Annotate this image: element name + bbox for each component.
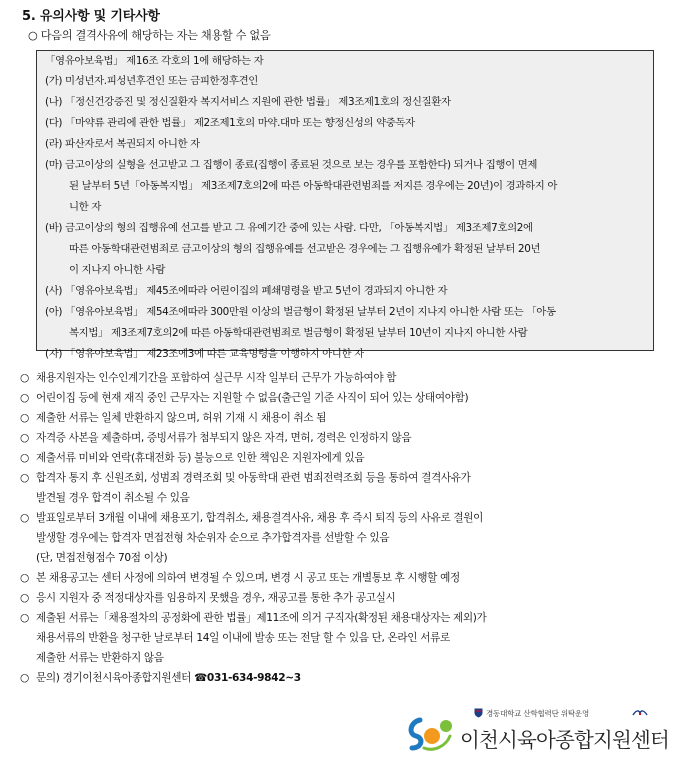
- circle-bullet-icon: ○: [20, 592, 29, 604]
- note-item: [20, 608, 660, 668]
- disqualification-item-continued: 복지법」 제3조제7호의2에 따른 아동학대관련범죄로 벌금형이 확정된 날부터 10년이 지나지 아니한 사람: [69, 327, 528, 339]
- note-line: 발견될 경우 합격이 취소될 수 있음: [36, 492, 190, 504]
- note-item: [20, 408, 660, 428]
- note-item: [20, 388, 660, 408]
- note-line: (단, 면접전형점수 70점 이상): [36, 552, 168, 564]
- note-item: [20, 428, 660, 448]
- note-line: 발생할 경우에는 합격자 면접전형 차순위자 순으로 추가합격자를 선발할 수 있음: [36, 532, 390, 544]
- circle-bullet-icon: ○: [20, 432, 29, 444]
- circle-bullet-icon: ○: [20, 572, 29, 584]
- circle-bullet-icon: ○: [20, 372, 29, 384]
- disqualification-item: (가) 미성년자.피성년후견인 또는 금피한정후견인: [45, 75, 258, 87]
- contact-label: 문의) 경기이천시육아종합지원센터: [36, 672, 195, 684]
- disqualification-item: (마) 금고이상의 실형을 선고받고 그 집행이 종료(집행이 종료된 것으로 보는 경우를 포함한다) 되거나 집행이 면제: [45, 159, 538, 171]
- note-line: 응시 지원자 중 적정대상자를 임용하지 못했을 경우, 재공고를 통한 추가 공고실시: [36, 592, 396, 604]
- note-item: [20, 368, 660, 388]
- disqualification-item-continued: 된 날부터 5년「아동복지법」 제3조제7호의2에 따른 아동학대관련범죄를 저지른 경우에는 20년)이 경과하지 아: [69, 180, 558, 192]
- logo-subtitle: 경동대학교 산학협력단 위탁운영: [486, 709, 589, 718]
- disqualification-list: [45, 71, 653, 365]
- note-item: [20, 448, 660, 468]
- note-line: 제출서류 미비와 연락(휴대전화 등) 불능으로 인한 책임은 지원자에게 있음: [36, 452, 365, 464]
- disqualification-item: (아) 「영유아보육법」 제54조에따라 300만원 이상의 벌금형이 확정된 날부터 2년이 지나지 아니한 사람 또는 「아동: [45, 306, 556, 318]
- logo-name: 이천시육아종합지원센터: [460, 728, 670, 752]
- university-shield-icon: [474, 708, 483, 718]
- circle-bullet-icon: ○: [28, 29, 38, 42]
- disqualification-item: (바) 금고이상의 형의 집행유예 선고를 받고 그 유예기간 중에 있는 사람. 다만, 「아동복지법」 제3조제7호의2에: [45, 222, 533, 234]
- note-line: 어린이집 등에 현재 재직 중인 근무자는 지원할 수 없음(출근일 기준 사직이 되어 있는 상태여야함): [36, 392, 469, 404]
- note-line: 합격자 통지 후 신원조회, 성범죄 경력조회 및 아동학대 관련 범죄전력조회 등을 통하여 결격사유가: [36, 472, 471, 484]
- note-item: [20, 468, 660, 508]
- center-logo: [406, 708, 670, 754]
- disqualification-item: (자) 「영유아보육법」 제23조에3에 따른 교육명령을 이행하지 아니한 자: [45, 348, 364, 360]
- contact-phone: ☎031-634-9842~3: [194, 672, 301, 684]
- note-line: 제출한 서류는 일체 반환하지 않으며, 허위 기재 시 채용이 취소 됨: [36, 412, 327, 424]
- notes-list: [20, 368, 660, 688]
- circle-bullet-icon: ○: [20, 452, 29, 464]
- note-line: 본 채용공고는 센터 사정에 의하여 변경될 수 있으며, 변경 시 공고 또는 개별통보 후 시행할 예정: [36, 572, 460, 584]
- note-line: 채용서류의 반환을 청구한 날로부터 14일 이내에 발송 또는 전달 할 수 있음 단, 온라인 서류로: [36, 632, 450, 644]
- box-title: 「영유아보육법」 제16조 각호의 1에 해당하는 자: [45, 55, 264, 67]
- disqualification-item: (다) 「마약류 관리에 관한 법률」 제2조제1호의 마약.대마 또는 향정신성의 약중독자: [45, 117, 415, 129]
- note-line: 자격증 사본을 제출하며, 증빙서류가 첨부되지 않은 자격, 면허, 경력은 인정하지 않음: [36, 432, 412, 444]
- circle-bullet-icon: ○: [20, 472, 29, 484]
- circle-bullet-icon: ○: [20, 512, 29, 524]
- disqualification-item: (라) 파산자로서 복권되지 아니한 자: [45, 138, 200, 150]
- note-line: 제출한 서류는 반환하지 않음: [36, 652, 164, 664]
- disqualification-item-continued: 따른 아동학대관련범죄로 금고이상의 형의 집행유예를 선고받은 경우에는 그 집행유예가 확정된 날부터 20년: [69, 243, 541, 255]
- note-item: [20, 568, 660, 588]
- note-item: [20, 508, 660, 568]
- center-emblem-icon: [406, 716, 454, 752]
- disqualification-box: [36, 50, 654, 360]
- disqualification-item: (사) 「영유아보육법」 제45조에따라 어린이집의 폐쇄명령을 받고 5년이 경과되지 아니한 자: [45, 285, 448, 297]
- circle-bullet-icon: ○: [20, 392, 29, 404]
- bird-icon: [632, 709, 648, 717]
- note-line: 제출된 서류는「채용절차의 공정화에 관한 법률」제11조에 의거 구직자(확정된 채용대상자는 제외)가: [36, 612, 487, 624]
- intro-text: 다음의 결격사유에 해당하는 자는 채용할 수 없음: [40, 29, 271, 42]
- circle-bullet-icon: ○: [20, 412, 29, 424]
- note-line: 채용지원자는 인수인계기간을 포함하여 실근무 시작 일부터 근무가 가능하여야 함: [36, 372, 397, 384]
- section-heading: 5. 유의사항 및 기타사항: [22, 9, 160, 24]
- note-item: [20, 588, 660, 608]
- note-line: 발표일로부터 3개월 이내에 채용포기, 합격취소, 채용결격사유, 채용 후 즉시 퇴직 등의 사유로 결원이: [36, 512, 483, 524]
- disqualification-item: (나) 「정신건강증진 및 정신질환자 복지서비스 지원에 관한 법률」 제3조제1호의 정신질환자: [45, 96, 451, 108]
- disqualification-item-continued: 이 지나지 아니한 사람: [69, 264, 166, 276]
- contact-item: [20, 668, 660, 688]
- circle-bullet-icon: ○: [20, 612, 29, 624]
- circle-bullet-icon: ○: [20, 672, 29, 684]
- intro-line: [28, 27, 270, 43]
- disqualification-item-continued: 니한 자: [69, 201, 102, 213]
